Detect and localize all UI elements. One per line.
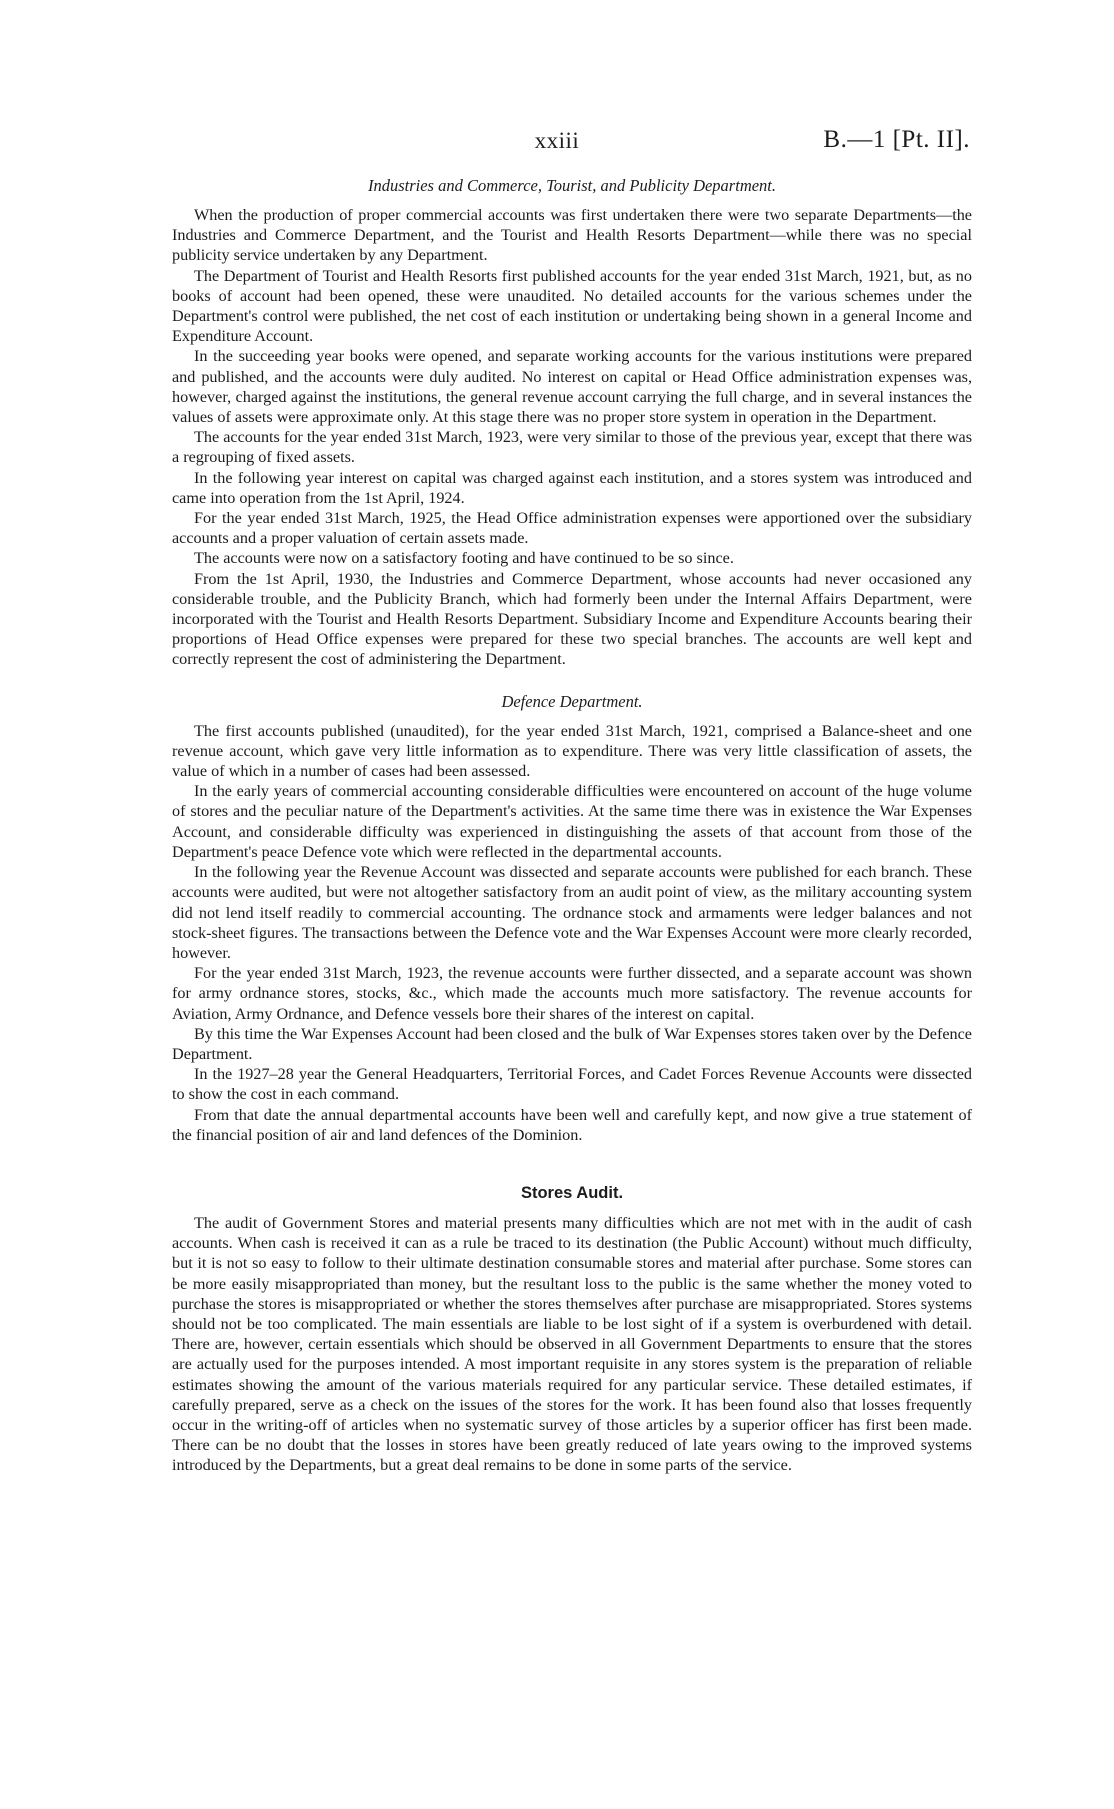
section-heading: Defence Department. <box>501 691 643 711</box>
document-reference: B.—1 [Pt. II]. <box>823 126 970 153</box>
paragraph: From the 1st April, 1930, the Industries and Commerce Department, whose accounts had never occasioned any considerable trouble, and the Publicity Branch, which had formerly been under the Internal Affairs Department, were incorporated with the Tourist and Health Resorts Department. Subsidiary Income and Expenditure Accounts bearing their proportions of Head Office expenses were prepared for these two special branches. The accounts are well kept and correctly represent the cost of administering the Department. <box>172 569 972 669</box>
paragraph: The audit of Government Stores and material presents many difficulties which are not met with in the audit of cash accounts. When cash is received it can as a rule be traced to its destination (the Public Account) without much difficulty, but it is not so easy to follow to their ultimate destination consumable stores and material after purchase. Some stores can be more easily misappropriated than money, but the resultant loss to the public is the same whether the money voted to purchase the stores is misappropriated or whether the stores themselves after purchase are misappropriated. Stores systems should not be too complicated. The main essentials are liable to be lost sight of if a system is overburdened with detail. There are, however, certain essentials which should be observed in all Government Departments to ensure that the stores are actually used for the purposes intended. A most important requisite in any stores system is the preparation of reliable estimates showing the amount of the various materials required for any particular service. These detailed estimates, if carefully prepared, serve as a check on the issues of the stores for the work. It has been found also that losses frequently occur in the writing-off of articles when no systematic survey of those articles by a superior officer has first been made. There can be no doubt that the losses in stores have been greatly reduced of late years owing to the improved systems introduced by the Departments, but a great deal remains to be done in some parts of the service. <box>172 1213 972 1475</box>
paragraph: When the production of proper commercial accounts was first undertaken there were two separate Departments—the Industries and Commerce Department, and the Tourist and Health Resorts Department—while there was no special publicity service undertaken by any Department. <box>172 206 972 265</box>
paragraph: In the following year the Revenue Account was dissected and separate accounts were published for each branch. These accounts were audited, but were not altogether satisfactory from an audit point of view, as the military accounting system did not lend itself readily to commercial accounting. The ordnance stock and armaments were ledger balances and not stock-sheet figures. The transactions between the Defence vote and the War Expenses Account were more clearly recorded, however. <box>172 863 972 962</box>
paragraph: In the 1927–28 year the General Headquarters, Territorial Forces, and Cadet Forces Revenue Accounts were dissected to show the cost in each command. <box>172 1065 972 1104</box>
paragraph: The Department of Tourist and Health Resorts first published accounts for the year ended 31st March, 1921, but, as no books of account had been opened, these were unaudited. No detailed accounts for the various schemes under the Department's control were published, the net cost of each institution or undertaking being shown in a general Income and Expenditure Account. <box>172 266 972 346</box>
section-industries-commerce <box>172 176 972 670</box>
paragraph: By this time the War Expenses Account had been closed and the bulk of War Expenses stores taken over by the Defence Department. <box>172 1024 972 1063</box>
paragraph: From that date the annual departmental accounts have been well and carefully kept, and now give a true statement of the financial position of air and land defences of the Dominion. <box>172 1105 972 1144</box>
paragraph: The first accounts published (unaudited), for the year ended 31st March, 1921, comprised a Balance-sheet and one revenue account, which gave very little information as to expenditure. There was very little classification of assets, the value of which in a number of cases had been assessed. <box>172 721 972 781</box>
paragraph: In the following year interest on capital was charged against each institution, and a stores system was introduced and came into operation from the 1st April, 1924. <box>172 468 972 507</box>
page-body <box>172 176 972 1476</box>
paragraph: The accounts for the year ended 31st March, 1923, were very similar to those of the previous year, except that there was a regrouping of fixed assets. <box>172 428 972 467</box>
section-defence <box>172 692 972 1145</box>
section-heading: Industries and Commerce, Tourist, and Publicity Department. <box>367 176 777 195</box>
paragraph: For the year ended 31st March, 1925, the Head Office administration expenses were apportioned over the subsidiary accounts and a proper valuation of certain assets made. <box>172 509 972 548</box>
section-heading: Stores Audit. <box>520 1183 624 1202</box>
paragraph: In the early years of commercial accounting considerable difficulties were encountered on account of the huge volume of stores and the peculiar nature of the Department's activities. At the same time there was in existence the War Expenses Account, and considerable difficulty was experienced in distinguishing the assets of that account from those of the Department's peace Defence vote which were reflected in the departmental accounts. <box>172 782 972 861</box>
page-number: xxiii <box>534 128 580 153</box>
paragraph: For the year ended 31st March, 1923, the revenue accounts were further dissected, and a separate account was shown for army ordnance stores, stocks, &c., which made the accounts much more satisfactory. The revenue accounts for Aviation, Army Ordnance, and Defence vessels bore their shares of the interest on capital. <box>172 964 972 1023</box>
section-stores-audit <box>172 1183 972 1476</box>
paragraph: The accounts were now on a satisfactory footing and have continued to be so since. <box>194 549 734 568</box>
paragraph: In the succeeding year books were opened, and separate working accounts for the various institutions were prepared and published, and the accounts were duly audited. No interest on capital or Head Office administration expenses was, however, charged against the institutions, the general revenue account carrying the full charge, and in several instances the values of assets were approximate only. At this stage there was no proper store system in operation in the Department. <box>172 347 972 427</box>
